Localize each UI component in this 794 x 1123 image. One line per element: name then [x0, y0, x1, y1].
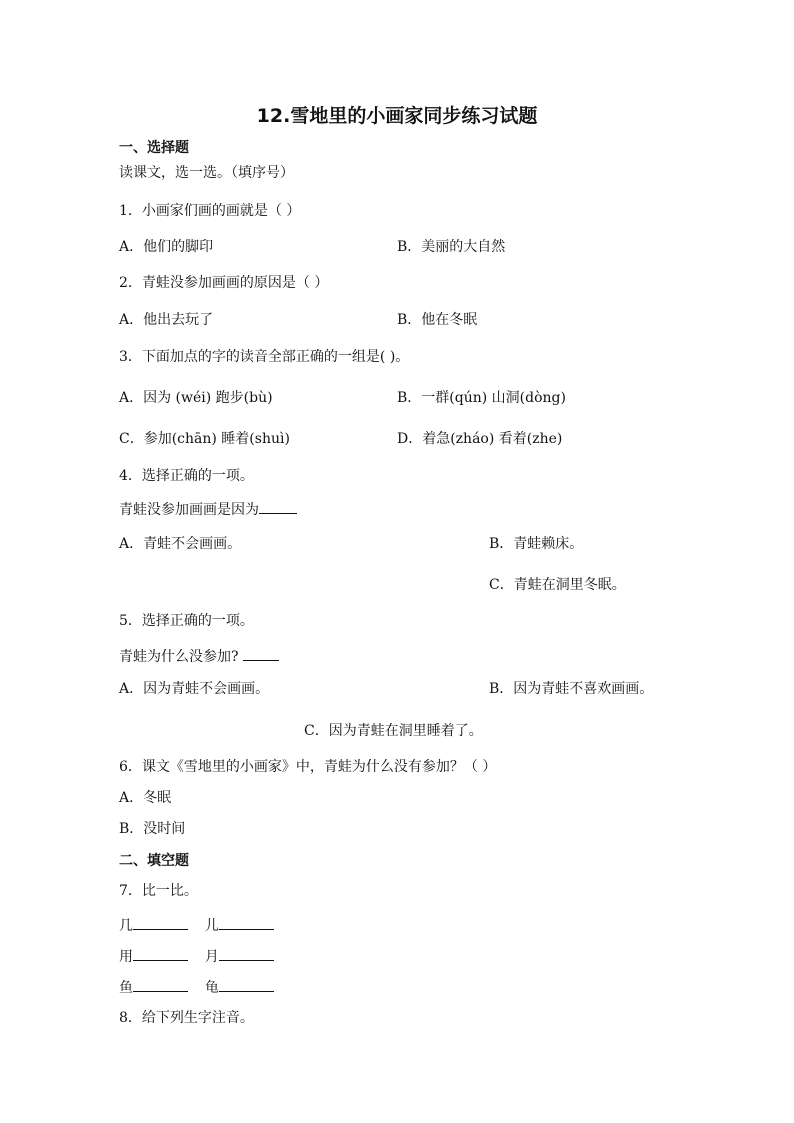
- question-4-option-b: B．青蛙赖床。: [489, 536, 584, 552]
- question-4-option-c: C．青蛙在洞里冬眠。: [489, 577, 626, 593]
- compare-char: 龟: [204, 980, 219, 996]
- question-5-option-c: C．因为青蛙在洞里睡着了。: [304, 723, 483, 739]
- section-instruction: 读课文，选一选。（填序号）: [119, 165, 294, 181]
- question-3-stem: 3．下面加点的字的读音全部正确的一组是( )。: [119, 349, 410, 365]
- section-heading-fill: 二、填空题: [119, 853, 189, 869]
- answer-blank[interactable]: [219, 978, 274, 992]
- question-1-option-b: B．美丽的大自然: [397, 239, 506, 255]
- question-2-stem: 2．青蛙没参加画画的原因是（ ）: [119, 275, 329, 291]
- compare-char: 儿: [204, 918, 219, 934]
- question-3-option-c: C．参加(chān) 睡着(shuì): [119, 431, 290, 447]
- question-5-option-b: B．因为青蛙不喜欢画画。: [489, 681, 654, 697]
- compare-char: 几: [119, 918, 133, 934]
- question-2-option-b: B．他在冬眠: [397, 312, 478, 328]
- question-6-option-b: B．没时间: [119, 821, 186, 837]
- compare-char: 鱼: [119, 980, 133, 996]
- question-1-stem: 1．小画家们画的画就是（ ）: [119, 203, 301, 219]
- answer-blank[interactable]: [133, 978, 188, 992]
- question-4-sub: [119, 500, 297, 517]
- question-1-option-a: A．他们的脚印: [119, 239, 214, 255]
- question-3-option-b: B．一群(qún) 山洞(dòng): [397, 390, 566, 406]
- answer-blank[interactable]: [219, 916, 274, 930]
- answer-blank[interactable]: [243, 647, 279, 661]
- question-6-stem: 6．课文《雪地里的小画家》中，青蛙为什么没有参加？（ ）: [119, 759, 497, 775]
- compare-row-1: [119, 916, 274, 933]
- answer-blank[interactable]: [219, 947, 274, 961]
- question-5-sub-text: 青蛙为什么没参加?: [119, 649, 239, 665]
- question-5-stem: 5．选择正确的一项。: [119, 613, 254, 629]
- answer-blank[interactable]: [259, 500, 297, 514]
- question-8-stem: 8．给下列生字注音。: [119, 1010, 254, 1026]
- page-title: 12.雪地里的小画家同步练习试题: [256, 105, 538, 127]
- question-7-stem: 7．比一比。: [119, 883, 198, 899]
- question-4-stem: 4．选择正确的一项。: [119, 468, 254, 484]
- question-4-sub-text: 青蛙没参加画画是因为: [119, 502, 259, 518]
- question-6-option-a: A．冬眠: [119, 790, 172, 806]
- question-4-option-a: A．青蛙不会画画。: [119, 536, 242, 552]
- section-heading-choice: 一、选择题: [119, 140, 189, 156]
- compare-char: 月: [204, 949, 219, 965]
- question-3-option-d: D．着急(zháo) 看着(zhe): [397, 431, 563, 447]
- question-5-option-a: A．因为青蛙不会画画。: [119, 681, 270, 697]
- question-5-sub: [119, 647, 279, 664]
- answer-blank[interactable]: [133, 947, 188, 961]
- compare-char: 用: [119, 949, 133, 965]
- compare-row-3: [119, 978, 274, 995]
- answer-blank[interactable]: [133, 916, 188, 930]
- compare-row-2: [119, 947, 274, 964]
- question-3-option-a: A．因为 (wéi) 跑步(bù): [119, 390, 273, 406]
- question-2-option-a: A．他出去玩了: [119, 312, 214, 328]
